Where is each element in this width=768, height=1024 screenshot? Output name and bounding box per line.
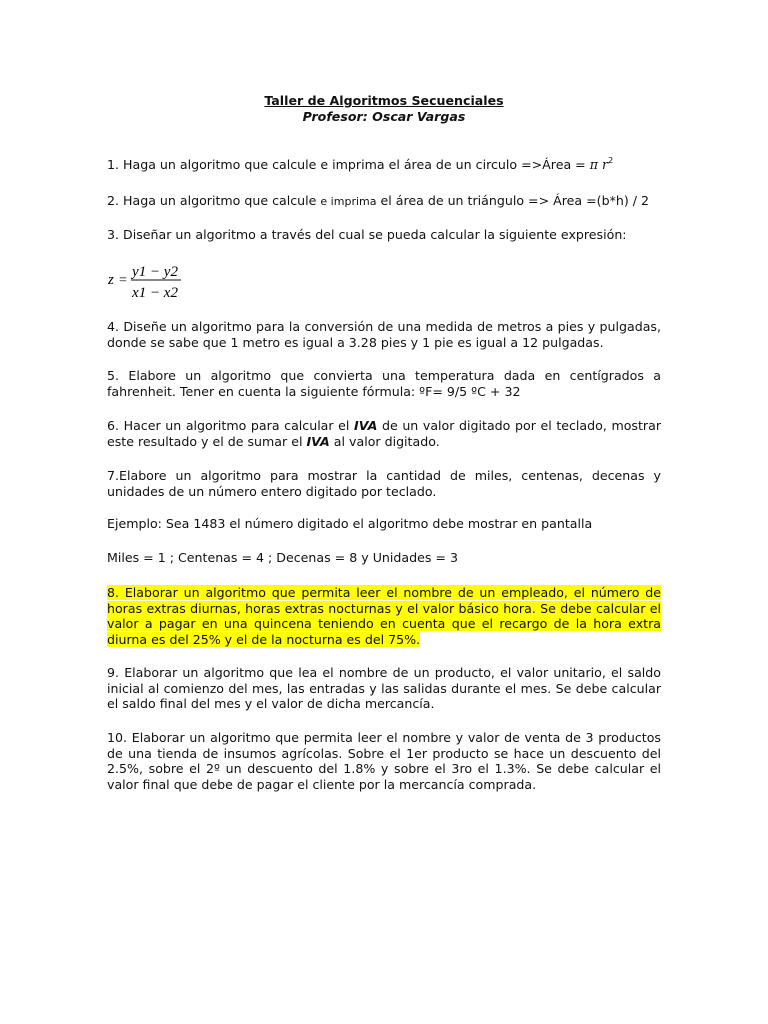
formula-lhs: z bbox=[108, 272, 114, 288]
exercise-6-text-c: al valor digitado. bbox=[329, 433, 440, 449]
exercise-2-text-a: 2. Haga un algoritmo que calcule bbox=[107, 193, 321, 208]
example-line bbox=[107, 516, 661, 532]
example-result-text: Miles = 1 ; Centenas = 4 ; Decenas = 8 y Unidades = 3 bbox=[107, 550, 458, 565]
exercise-5-text: 5. Elabore un algoritmo que convierta una temperatura dada en centígrados a fahrenheit. Tener en cuenta la siguiente fórmula: ºF= 9/5 ºC + 32 bbox=[107, 368, 661, 399]
example-text: Ejemplo: Sea 1483 el número digitado el algoritmo debe mostrar en pantalla bbox=[107, 516, 593, 531]
exercise-6-text-b: de un valor digitado por el teclado, mostrar este resultado y el de sumar el bbox=[107, 418, 661, 449]
exercise-6 bbox=[107, 418, 661, 449]
exercise-1-text: 1. Haga un algoritmo que calcule e imprima el área de un circulo =>Área = bbox=[107, 157, 590, 172]
exercise-2-text-c: el área de un triángulo => Área =(b*h) / 2 bbox=[376, 193, 650, 208]
exercise-7-text: 7.Elabore un algoritmo para mostrar la cantidad de miles, centenas, decenas y unidades de un número entero digitado por teclado. bbox=[107, 468, 661, 499]
exercise-10 bbox=[107, 730, 661, 792]
exercise-9-text: 9. Elaborar un algoritmo que lea el nombre de un producto, el valor unitario, el saldo inicial al comienzo del mes, las entradas y las salidas durante el mes. Se debe calcular el saldo final del mes y el valor de dicha mercancía. bbox=[107, 665, 661, 712]
iva-term-2: IVA bbox=[306, 433, 330, 449]
fraction-formula bbox=[107, 262, 197, 302]
formula-equals: = bbox=[119, 273, 127, 288]
exercise-9 bbox=[107, 665, 661, 712]
pi-symbol: π bbox=[589, 157, 599, 172]
exercise-7 bbox=[107, 468, 661, 499]
iva-term-1: IVA bbox=[354, 418, 378, 433]
exercise-2 bbox=[107, 193, 661, 210]
page-subtitle: Profesor: Oscar Vargas bbox=[302, 108, 466, 124]
exercise-4 bbox=[107, 319, 661, 350]
exercise-4-text: 4. Diseñe un algoritmo para la conversión de una medida de metros a pies y pulgadas, donde se sabe que 1 metro es igual a 3.28 pies y 1 pie es igual a 12 pulgadas. bbox=[107, 319, 661, 350]
exercise-10-text: 10. Elaborar un algoritmo que permita leer el nombre y valor de venta de 3 productos de una tienda de insumos agrícolas. Sobre el 1er producto se hace un descuento del 2.5%, sobre el 2º un descuento del 1.8% y sobre el 3ro el 1.3%. Se debe calcular el valor final que debe de pagar el cliente por la mercancía comprada. bbox=[107, 730, 661, 792]
formula-numerator: y1 − y2 bbox=[132, 264, 178, 280]
example-result bbox=[107, 550, 661, 566]
exercise-2-text-b: e imprima bbox=[320, 195, 377, 208]
page-title: Taller de Algoritmos Secuenciales bbox=[264, 93, 504, 108]
exercise-8-highlighted-text: 8. Elaborar un algoritmo que permita leer el nombre de un empleado, el número de horas extras diurnas, horas extras nocturnas y el valor básico hora. Se debe calcular el valor a pagar en una quincena teniendo en cuenta que el recargo de la hora extra diurna es del 25% y el de la nocturna es del 75%. bbox=[107, 585, 661, 647]
exponent: 2 bbox=[608, 156, 614, 165]
exercise-5 bbox=[107, 368, 661, 399]
header bbox=[0, 93, 768, 124]
exercise-3 bbox=[107, 227, 661, 243]
exercise-3-text: 3. Diseñar un algoritmo a través del cual se pueda calcular la siguiente expresión: bbox=[107, 227, 627, 242]
radius-symbol: r bbox=[602, 157, 609, 172]
formula-denominator: x1 − x2 bbox=[132, 285, 178, 301]
exercise-6-text-a: 6. Hacer un algoritmo para calcular el bbox=[107, 418, 355, 433]
exercise-1 bbox=[107, 157, 661, 173]
exercise-8 bbox=[107, 585, 661, 647]
